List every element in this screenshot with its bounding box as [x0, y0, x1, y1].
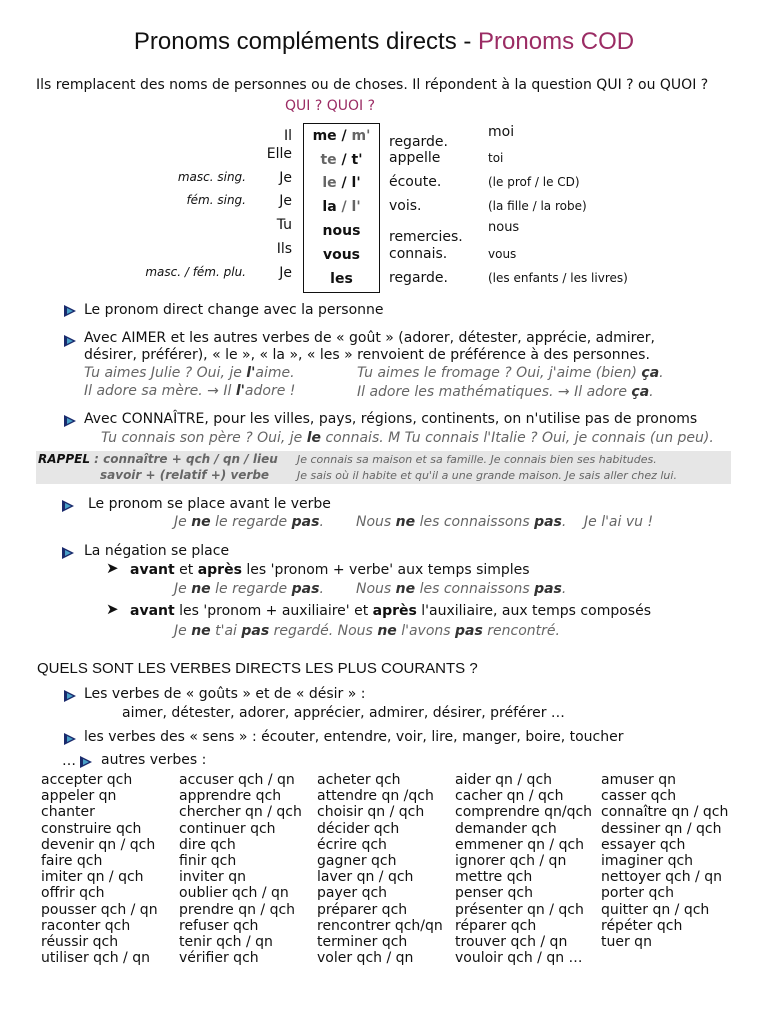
verb-item: amuser qn	[601, 772, 676, 788]
verb-item: vérifier qch	[179, 950, 259, 967]
subject: Je	[279, 193, 292, 209]
subject: Il	[283, 128, 292, 144]
verb-item: tuer qn	[601, 934, 652, 951]
chevron-right-icon: ➤	[106, 600, 119, 618]
example-connaitre: Tu connais son père ? Oui, je le connais. M Tu connais l'Italie ? Oui, je connais (un peu).	[101, 430, 714, 446]
example-placement-1: Je ne le regarde pas.	[174, 514, 324, 530]
verb-column-5	[601, 772, 728, 950]
pronoun-box	[303, 123, 380, 293]
example-aimer-3: Il adore sa mère. → Il l'adore !	[84, 383, 296, 399]
table-object: vous	[488, 247, 517, 261]
arrow-bullet-icon	[64, 690, 80, 701]
rappel-example-1: Je connais sa maison et sa famille. Je connais bien ses habitudes.	[297, 453, 657, 466]
pronoun-vous: vous	[322, 247, 361, 263]
verb-item: demander qch	[455, 820, 557, 837]
rappel-line1: RAPPEL : connaître + qch / qn / lieu	[38, 452, 278, 466]
verb-item: essayer qch	[601, 836, 686, 853]
verb-item: vouloir qch / qn …	[455, 950, 583, 967]
verb-item: écrire qch	[317, 836, 387, 853]
pronoun-les: les	[330, 271, 353, 287]
verb-column-2	[179, 772, 302, 966]
intro-text: Ils remplacent des noms de personnes ou de choses. Il répondent à la question QUI ? ou QUOI ?	[36, 77, 709, 93]
verb-item: chercher qn / qch	[179, 804, 302, 821]
verb-item: accepter qch	[41, 772, 133, 788]
verb-item: attendre qn /qch	[317, 788, 434, 805]
pronoun-te: te / t'	[320, 152, 363, 168]
verb-item: chanter	[41, 804, 95, 821]
verb-item: finir qch	[179, 853, 237, 870]
autres-prefix: …	[62, 753, 76, 769]
verb-item: emmener qn / qch	[455, 836, 585, 853]
table-verb: regarde.	[389, 134, 448, 150]
pronoun-le: le / l'	[322, 175, 361, 191]
verb-item: refuser qch	[179, 917, 259, 934]
verb-item: réparer qch	[455, 917, 537, 934]
arrow-bullet-icon	[64, 415, 80, 426]
subject: Je	[279, 265, 292, 281]
table-verb: remercies.	[389, 229, 463, 245]
subject: Je	[279, 170, 292, 186]
verb-item: terminer qch	[317, 934, 408, 951]
rule-aimer-line2: désirer, préférer), « le », « la », « les » renvoient de préférence à des personnes.	[84, 347, 650, 363]
subject: Ils	[276, 241, 292, 257]
subject: Elle	[266, 146, 292, 162]
verb-item: cacher qn / qch	[455, 788, 564, 805]
verb-item: trouver qch / qn	[455, 934, 568, 951]
verb-item: offrir qch	[41, 885, 105, 902]
gouts-label: Les verbes de « goûts » et de « désir » :	[84, 686, 366, 702]
example-placement-3: Je l'ai vu !	[584, 514, 654, 530]
example-negation-2: Nous ne les connaissons pas.	[356, 581, 567, 597]
verb-item: porter qch	[601, 885, 674, 902]
verb-item: appeler qn	[41, 788, 117, 805]
question-label: QUI ? QUOI ?	[285, 98, 376, 114]
table-verb: regarde.	[389, 270, 448, 286]
verb-item: préparer qch	[317, 901, 408, 918]
verb-item: comprendre qn/qch	[455, 804, 593, 821]
verb-item: dessiner qn / qch	[601, 820, 722, 837]
example-aimer-4: Il adore les mathématiques. → Il adore ça.	[357, 384, 654, 400]
arrow-bullet-icon	[62, 547, 78, 558]
rappel-line2: savoir + (relatif +) verbe	[100, 468, 270, 482]
verb-item: payer qch	[317, 885, 388, 902]
verb-item: aider qn / qch	[455, 772, 553, 788]
verb-item: penser qch	[455, 885, 533, 902]
sens-verbs: les verbes des « sens » : écouter, entendre, voir, lire, manger, boire, toucher	[84, 729, 624, 745]
rappel-example-2: Je sais où il habite et qu'il a une grande maison. Je sais aller chez lui.	[297, 469, 677, 482]
rule-aimer-line1: Avec AIMER et les autres verbes de « goût » (adorer, détester, apprécie, admirer,	[84, 330, 655, 346]
verb-item: présenter qn / qch	[455, 901, 584, 918]
verb-item: utiliser qch / qn	[41, 950, 150, 967]
table-verb: appelle	[389, 150, 441, 166]
verb-item: casser qch	[601, 788, 677, 805]
verb-item: faire qch	[41, 853, 103, 870]
verb-item: acheter qch	[317, 772, 401, 788]
rule-negation: La négation se place	[84, 543, 230, 559]
table-verb: vois.	[389, 198, 422, 214]
table-object: (la fille / la robe)	[488, 199, 587, 213]
verb-item: prendre qn / qch	[179, 901, 296, 918]
verb-column-1	[41, 772, 158, 966]
verb-item: laver qn / qch	[317, 869, 414, 886]
pronoun-la: la / l'	[322, 199, 361, 215]
verb-item: décider qch	[317, 820, 400, 837]
verb-item: oublier qch / qn	[179, 885, 289, 902]
example-aimer-2: Tu aimes le fromage ? Oui, j'aime (bien) ça.	[357, 365, 664, 381]
subject: Tu	[276, 217, 292, 233]
verb-item: tenir qch / qn	[179, 934, 273, 951]
rule-placement: Le pronom se place avant le verbe	[88, 496, 331, 512]
negation-simple: avant et après les 'pronom + verbe' aux temps simples	[130, 562, 530, 578]
rule-connaitre: Avec CONNAÎTRE, pour les villes, pays, régions, continents, on n'utilise pas de pronoms	[84, 411, 698, 427]
table-object: nous	[488, 220, 520, 235]
table-object: moi	[488, 124, 515, 140]
pronoun-nous: nous	[322, 223, 361, 239]
example-negation-1: Je ne le regarde pas.	[174, 581, 324, 597]
section-heading: QUELS SONT LES VERBES DIRECTS LES PLUS COURANTS ?	[37, 660, 478, 677]
verb-item: quitter qn / qch	[601, 901, 710, 918]
example-aimer-1: Tu aimes Julie ? Oui, je l'aime.	[84, 365, 295, 381]
verb-item: pousser qch / qn	[41, 901, 158, 918]
verb-item: inviter qn	[179, 869, 247, 886]
table-verb: écoute.	[389, 174, 442, 190]
verb-item: ignorer qch / qn	[455, 853, 567, 870]
table-object: (les enfants / les livres)	[488, 271, 628, 285]
verb-item: apprendre qch	[179, 788, 282, 805]
chevron-right-icon: ➤	[106, 559, 119, 577]
verb-column-4	[455, 772, 592, 966]
verb-item: choisir qn / qch	[317, 804, 425, 821]
arrow-bullet-icon	[64, 335, 80, 346]
verb-item: voler qch / qn	[317, 950, 414, 967]
page-title: Pronoms compléments directs - Pronoms COD	[133, 28, 635, 55]
title-accent: Pronoms COD	[478, 28, 635, 55]
negation-compose: avant les 'pronom + auxiliaire' et après l'auxiliaire, aux temps composés	[130, 603, 651, 619]
verb-item: dire qch	[179, 836, 236, 853]
verb-item: mettre qch	[455, 869, 533, 886]
table-object: (le prof / le CD)	[488, 175, 580, 189]
verb-item: connaître qn / qch	[601, 804, 729, 821]
verb-item: gagner qch	[317, 853, 397, 870]
example-negation-3: Je ne t'ai pas regardé. Nous ne l'avons pas rencontré.	[174, 623, 560, 639]
arrow-bullet-icon	[80, 756, 96, 767]
rule-pronoun-changes: Le pronom direct change avec la personne	[84, 302, 384, 318]
verb-column-3	[317, 772, 443, 966]
verb-item: raconter qch	[41, 917, 131, 934]
row-label: masc. / fém. plu.	[145, 265, 246, 279]
example-placement-2: Nous ne les connaissons pas.	[356, 514, 567, 530]
verb-item: construire qch	[41, 820, 142, 837]
autres-label: autres verbes :	[101, 752, 207, 768]
verb-item: imiter qn / qch	[41, 869, 144, 886]
table-object: toi	[488, 151, 504, 165]
verb-item: devenir qn / qch	[41, 836, 156, 853]
verb-item: accuser qch / qn	[179, 772, 295, 788]
verb-item: réussir qch	[41, 934, 119, 951]
verb-item: imaginer qch	[601, 853, 694, 870]
arrow-bullet-icon	[64, 733, 80, 744]
pronoun-me: me / m'	[312, 128, 371, 144]
row-label: fém. sing.	[186, 193, 246, 207]
gouts-list: aimer, détester, adorer, apprécier, admirer, désirer, préférer …	[122, 705, 565, 721]
verb-item: continuer qch	[179, 820, 276, 837]
verb-item: nettoyer qch / qn	[601, 869, 722, 886]
verb-item: répéter qch	[601, 917, 683, 934]
table-verb: connais.	[389, 246, 448, 262]
arrow-bullet-icon	[62, 500, 78, 511]
row-label: masc. sing.	[177, 170, 246, 184]
verb-item: rencontrer qch/qn	[317, 917, 443, 934]
arrow-bullet-icon	[64, 305, 80, 316]
